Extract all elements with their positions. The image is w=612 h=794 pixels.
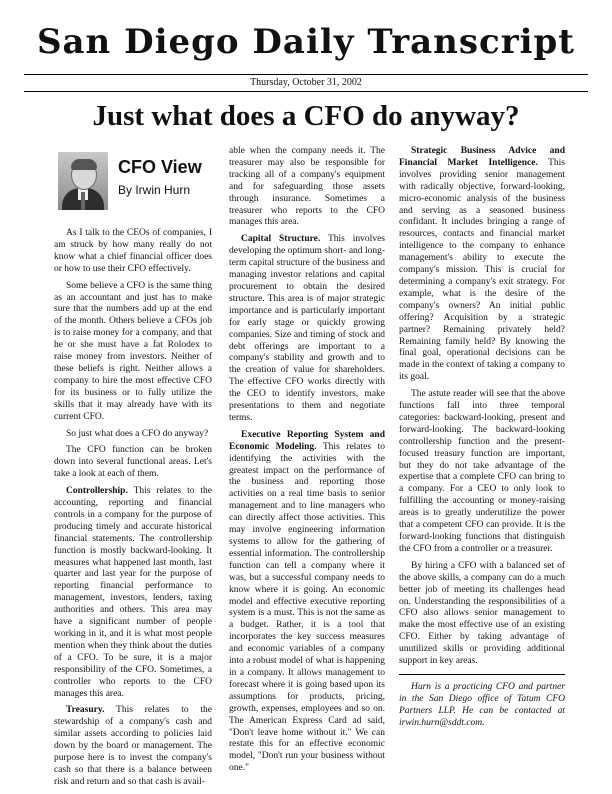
- section-body: This relates to identifying the activities with the greatest impact on the performance of the business and reporting those activities on a real time basis to senior management and to line managers who can directly affect those activities. This may involve engineering information systems to allow for the gathering of essential information. The controllership function can tell a company where it was, but a successful company needs to know where it is going. An economic model and effective executive reporting system is a must. This is not the same as a budget. Rather, it is a tool that incorporates the key success measures and economic variables of a company into a robust model of what is happening in a company. It allows management to forecast where it is going based upon its assumptions for products, pricing, growth, expenses, employees and so on. The American Express Card ad said, "Don't leave home without it." We can restate this for an effective economic model, "Don't run your business without one.": [229, 441, 385, 774]
- paragraph: So just what does a CFO do anyway?: [66, 428, 209, 439]
- column-byline: [54, 146, 212, 222]
- section-executive-reporting: [229, 430, 385, 775]
- author-bio: [399, 682, 565, 730]
- section-heading: Controllership.: [66, 486, 128, 497]
- dateline: Thursday, October 31, 2002: [250, 77, 362, 88]
- section-body: This relates to the stewardship of a company's cash and similar assets according to policies laid down by the board or management. The purpose here is to invest the company's cash so that there is a balance between risk and return and so that cash is avail-: [54, 705, 212, 787]
- masthead-rule-top: [24, 74, 588, 75]
- paragraph: By hiring a CFO with a balanced set of the above skills, a company can do a much better job of meeting its challenges head on. Understanding the responsibilities of a CFO also allows senior management to make the most effective use of an existing CFO. Either by taking advantage of unutilized skills or providing additional support in key areas.: [399, 560, 565, 667]
- masthead-rule-bottom: [24, 91, 588, 92]
- section-strategic-advice: [399, 146, 565, 384]
- section-controllership: [54, 486, 212, 700]
- article-column-3: [399, 146, 565, 735]
- author-byline: By Irwin Hurn: [118, 183, 191, 197]
- paragraph: As I talk to the CEOs of companies, I am struck by how many really do not know what a chief financial officer does or how to use their CFO effectively.: [54, 228, 212, 274]
- bio-text: Hurn is a practicing CFO and partner in the San Diego office of Tatum CFO Partners LLP. He can be contacted at irwin.hurn@sddt.com.: [399, 681, 565, 728]
- section-body: This involves providing senior management with radically objective, forward-looking, micro-economic analysis of the business and serving as a seasoned business confidant. It includes bringing a range of resources, contacts and financial market intelligence to the company to enhance management's ability to execute the company's mission. This is crucial for determining a company's exit strategy. For example, what is the desire of the company's owners? An initial public offering? Acquisition by a strategic partner? Remaining privately held? Remaining family held? By knowing the final goal, operational decisions can be made in the context of taking a company to its goal.: [399, 157, 565, 383]
- article-column-2: [229, 146, 385, 780]
- paragraph: The CFO function can be broken down into several functional areas. Let's take a look at each of them.: [54, 445, 212, 480]
- section-heading: Executive Reporting System and Economic Modeling.: [229, 429, 385, 452]
- paragraph: The astute reader will see that the above functions fall into three temporal categories: backward-looking, present and forward-looking. The backward-looking controllership function and the present-focused treasury function are important, but they do not take advantage of the expertise that a complete CFO can bring to a company. For a CEO to only look to fulfilling the accounting or money-raising areas is to greatly underutilize the power that a competent CFO can provide. It is the forward-looking functions that distinguish the CFO from a controller or a treasurer.: [399, 389, 565, 554]
- author-photo: [58, 152, 108, 210]
- section-capital-structure: [229, 234, 385, 425]
- section-heading: Treasury.: [66, 705, 105, 716]
- section-heading: Capital Structure.: [241, 234, 321, 245]
- article-column-1: [54, 146, 212, 794]
- section-body: This involves developing the optimum short- and long-term capital structure of the business and managing investor relations and capital procurement to obtain the desired structure. This area is of major strategic importance and is particularly important for early stage or quickly growing companies. Size and timing of stock and debt offerings are important to a company's stability and growth and to the creation of value for shareholders. The effective CFO works directly with the CEO to identify investors, make presentations to them and negotiate terms.: [229, 234, 385, 423]
- paragraph: able when the company needs it. The treasurer may also be responsible for tracking all of a company's equipment and for safeguarding those assets through insurance. Sometimes a treasurer who reports to the CFO manages this area.: [229, 146, 385, 228]
- column-name: CFO View: [118, 157, 202, 177]
- section-body: This relates to the accounting, reporting and financial controls in a company for the purpose of producing timely and accurate historical financial statements. The controllership function is mostly backward-looking. It measures what happened last month, last quarter and last year for the purpose of reporting financial performance to management, investors, lenders, taxing authorities and others. This area may have a significant number of people working in it, and it is what most people mention when they think about the duties of a CFO. To be sure, it is a major responsibility of the CFO. Sometimes, a controller who reports to the CFO manages this area.: [54, 486, 212, 699]
- masthead-title: San Diego Daily Transcript: [36, 22, 576, 62]
- section-treasury: [54, 705, 212, 788]
- section-heading: Strategic Business Advice and Financial Market Intelligence.: [399, 146, 565, 168]
- article-headline: Just what does a CFO do anyway?: [92, 100, 520, 132]
- bio-divider: [399, 674, 565, 675]
- paragraph: Some believe a CFO is the same thing as an accountant and just has to make sure that the numbers add up at the end of the month. Others believe a CFOs job is to raise money for a company, and that he or she must have a fat Rolodex to raise money from investors. Neither of these beliefs is right. Neither allows a company to hire the most effective CFO for its business or to fully utilize the skills that it may already have with its current CFO.: [54, 280, 212, 422]
